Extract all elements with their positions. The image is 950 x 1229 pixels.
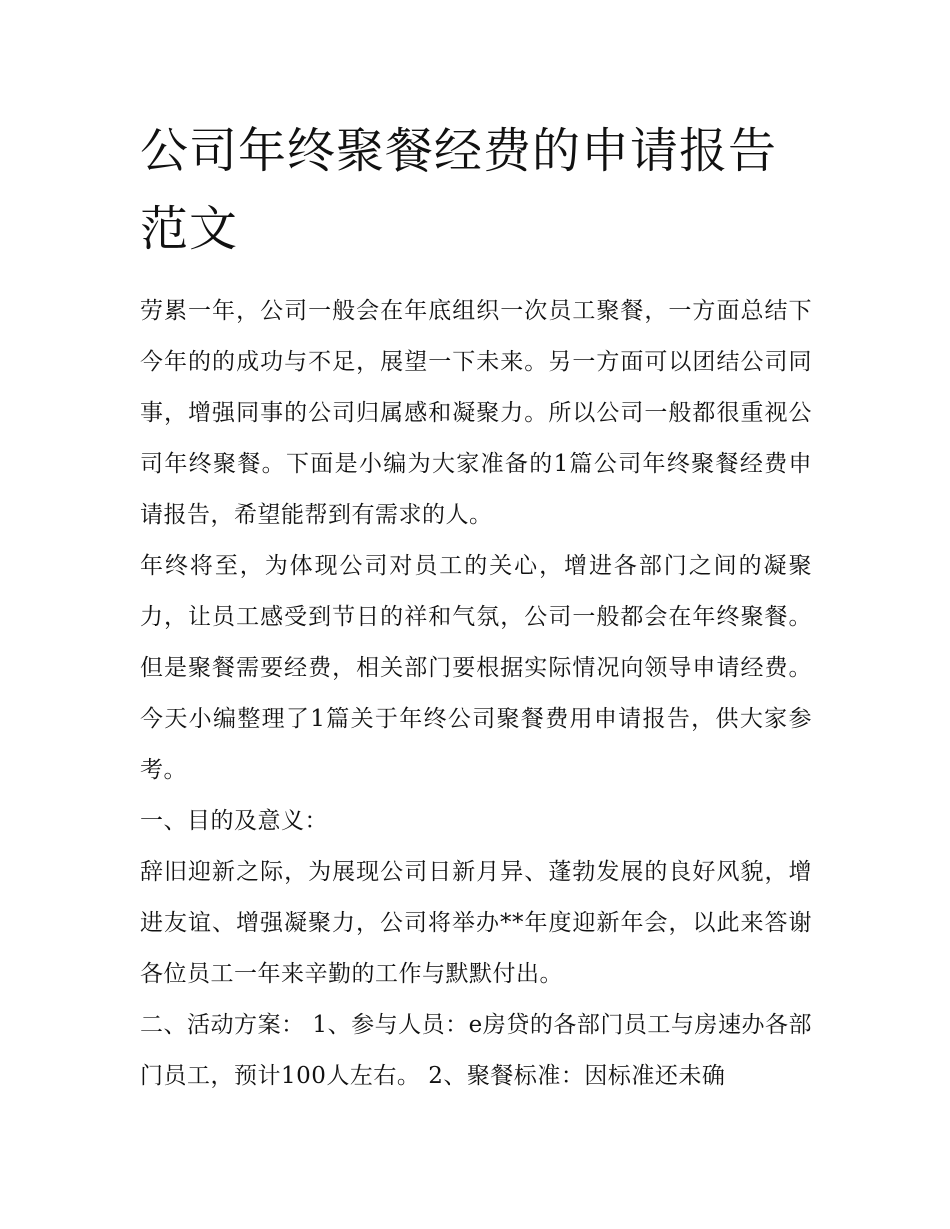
- paragraph-activity-plan: 二、活动方案： 1、参与人员：e房贷的各部门员工与房速办各部门员工，预计100人左右。 2、聚餐标准：因标准还未确: [140, 1012, 812, 1089]
- paragraph-background: 年终将至，为体现公司对员工的关心，增进各部门之间的凝聚力，让员工感受到节日的祥和气氛，公司一般都会在年终聚餐。但是聚餐需要经费，相关部门要根据实际情况向领导申请经费。今天小编整理了1篇关于年终公司聚餐费用申请报告，供大家参考。: [140, 553, 812, 783]
- paragraph-intro: 劳累一年，公司一般会在年底组织一次员工聚餐，一方面总结下今年的的成功与不足，展望一下未来。另一方面可以团结公司同事，增强同事的公司归属感和凝聚力。所以公司一般都很重视公司年终聚餐。下面是小编为大家准备的1篇公司年终聚餐经费申请报告，希望能帮到有需求的人。: [140, 298, 812, 528]
- document-body: [140, 112, 812, 1102]
- section-heading-purpose: 一、目的及意义：: [140, 808, 328, 834]
- document-title: 公司年终聚餐经费的申请报告范文: [140, 123, 778, 257]
- paragraph-purpose: 辞旧迎新之际，为展现公司日新月异、蓬勃发展的良好风貌，增进友谊、增强凝聚力，公司将举办**年度迎新年会，以此来答谢各位员工一年来辛勤的工作与默默付出。: [140, 859, 812, 987]
